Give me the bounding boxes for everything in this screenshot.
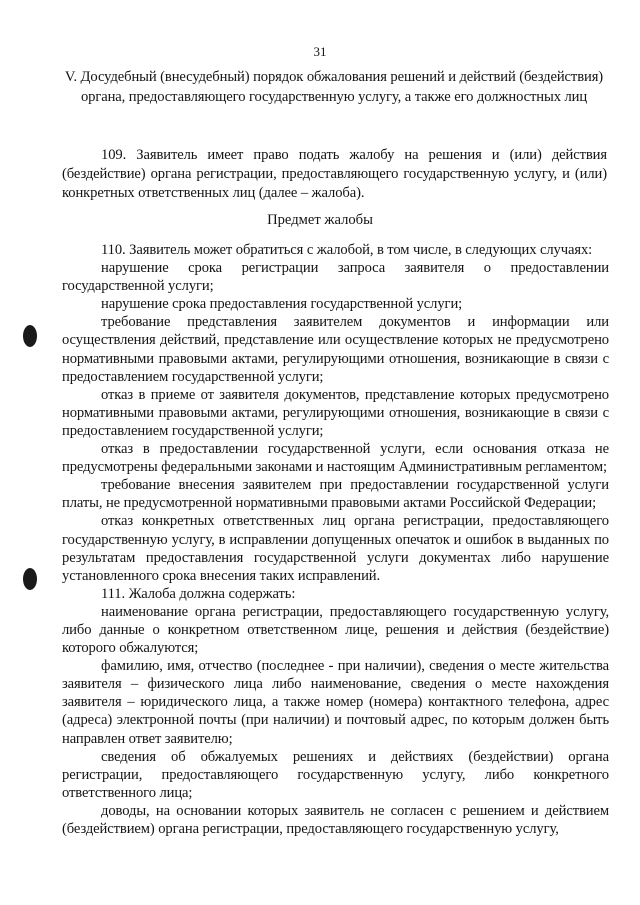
body-text-block (62, 241, 609, 838)
list-item: нарушение срока предоставления государственной услуги; (101, 296, 463, 313)
subtitle-complaint-subject: Предмет жалобы (267, 212, 373, 228)
list-item: сведения об обжалуемых решениях и действиях (бездействии) органа регистрации, предоставляющего государственную услугу, либо конкретного ответственного лица; (62, 748, 609, 801)
list-item: требование внесения заявителем при предоставлении государственной услуги платы, не предусмотренной нормативными правовыми актами Российской Федерации; (62, 477, 609, 512)
list-item: нарушение срока регистрации запроса заявителя о предоставлении государственной услуги; (62, 260, 609, 295)
list-item: отказ в предоставлении государственной услуги, если основания отказа не предусмотрены федеральными законами и настоящим Административным регламентом; (62, 441, 609, 476)
punch-hole-mark (23, 568, 37, 590)
paragraph-110-intro: 110. Заявитель может обратиться с жалобой, в том числе, в следующих случаях: (101, 242, 593, 258)
punch-hole-mark (23, 325, 37, 347)
list-item: фамилию, имя, отчество (последнее - при наличии), сведения о месте жительства заявителя – физического лица либо наименование, сведения о месте нахождения заявителя – юридического лица, а также номер (номера) контактного телефона, адрес (адреса) электронной почты (при наличии) и почтовый адрес, по которым должен быть направлен ответ заявителю; (62, 658, 609, 747)
list-item: отказ конкретных ответственных лиц органа регистрации, предоставляющего государственную услугу, в исправлении допущенных опечаток и ошибок в выданных по результатам предоставления государственной услуги документах либо нарушение установленного срока внесения таких исправлений. (62, 513, 609, 584)
list-item: требование представления заявителем документов и информации или осуществления действий, представление или осуществление которых не предусмотрено нормативными правовыми актами, регулирующими отношения, возникающие в связи с предоставлением государственной услуги; (62, 314, 609, 385)
paragraph-111-intro: 111. Жалоба должна содержать: (101, 585, 296, 602)
list-item: отказ в приеме от заявителя документов, представление которых предусмотрено нормативными правовыми актами, регулирующими отношения, возникающие в связи с предоставлением государственной услуги; (62, 386, 609, 439)
paragraph-109 (62, 146, 607, 203)
section-heading: V. Досудебный (внесудебный) порядок обжалования решений и действий (бездействия) органа, предоставляющего государственную услугу, а также его должностных лиц (64, 69, 604, 105)
paragraph-109-text: 109. Заявитель имеет право подать жалобу на решения и (или) действия (бездействие) органа регистрации, предоставляющего государственную услугу, и (или) конкретных ответственных лиц (далее – жалоба). (62, 147, 607, 201)
list-item: наименование органа регистрации, предоставляющего государственную услугу, либо данные о конкретном ответственном лице, решения и действия (бездействие) которого обжалуются; (62, 603, 609, 657)
page-number: 31 (313, 44, 327, 59)
list-item: доводы, на основании которых заявитель не согласен с решением и действием (бездействием) органа регистрации, предоставляющего государственную услугу, (62, 802, 609, 837)
